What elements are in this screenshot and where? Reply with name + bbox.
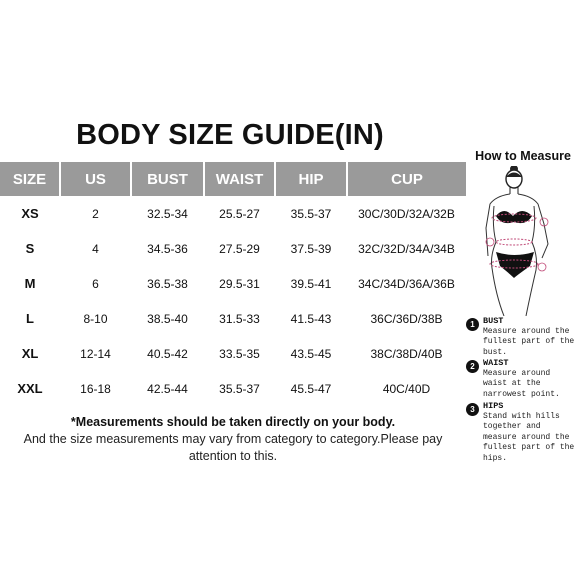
cell-cup: 40C/40D (382, 381, 431, 396)
measure-item-bust (466, 316, 578, 358)
measure-heading: HIPS (483, 401, 504, 411)
how-to-measure-title: How to Measure (475, 149, 571, 163)
cell-hip: 43.5-45 (290, 346, 332, 361)
header-waist: WAIST (204, 162, 275, 196)
body-figure-illustration (476, 166, 576, 316)
table-row (0, 196, 466, 231)
measure-description: Measure around waist at the narrowest point. (483, 368, 560, 399)
cell-bust: 42.5-44 (147, 381, 188, 396)
cell-size: XXL (17, 381, 43, 396)
cell-size: L (26, 311, 34, 326)
cell-bust: 32.5-34 (147, 206, 188, 221)
cell-cup: 30C/30D/32A/32B (358, 206, 455, 221)
cell-us: 6 (92, 276, 99, 291)
cell-bust: 34.5-36 (147, 241, 188, 256)
measure-item-hips (466, 401, 578, 464)
cell-size: S (25, 241, 35, 256)
cell-waist: 35.5-37 (219, 381, 260, 396)
table-header-row (0, 162, 466, 196)
measure-heading: BUST (483, 316, 504, 326)
table-row (0, 231, 466, 266)
number-badge: 2 (466, 360, 479, 373)
table-row (0, 301, 466, 336)
number-badge: 3 (466, 403, 479, 416)
cell-size: M (24, 276, 36, 291)
cell-us: 12-14 (80, 346, 111, 361)
cell-waist: 25.5-27 (219, 206, 260, 221)
cell-hip: 41.5-43 (290, 311, 332, 326)
note-bold: *Measurements should be taken directly on your body. (70, 415, 396, 429)
page-title: BODY SIZE GUIDE(IN) (76, 119, 384, 151)
note-text: And the size measurements may vary from category to category.Please pay attention to this. (23, 432, 443, 463)
cell-hip: 39.5-41 (290, 276, 332, 291)
cell-hip: 37.5-39 (290, 241, 332, 256)
cell-hip: 35.5-37 (290, 206, 332, 221)
measure-description: Stand with hills together and measure around the fullest part of the hips. (483, 411, 575, 463)
cell-waist: 29.5-31 (219, 276, 260, 291)
cell-us: 2 (92, 206, 99, 221)
header-hip: HIP (275, 162, 347, 196)
measure-heading: WAIST (483, 358, 509, 368)
cell-cup: 32C/32D/34A/34B (358, 241, 455, 256)
cell-waist: 31.5-33 (219, 311, 260, 326)
header-size: SIZE (0, 162, 60, 196)
table-row (0, 371, 466, 406)
measure-description: Measure around the fullest part of the bust. (483, 326, 575, 357)
cell-size: XL (21, 346, 39, 361)
cell-bust: 36.5-38 (147, 276, 188, 291)
cell-us: 4 (92, 241, 99, 256)
size-table (0, 162, 466, 406)
cell-cup: 36C/36D/38B (370, 311, 443, 326)
cell-cup: 38C/38D/40B (370, 346, 443, 361)
cell-bust: 40.5-42 (147, 346, 188, 361)
table-row (0, 266, 466, 301)
cell-size: XS (21, 206, 39, 221)
number-badge: 1 (466, 318, 479, 331)
measurement-note (0, 414, 466, 465)
header-cup: CUP (347, 162, 466, 196)
table-row (0, 336, 466, 371)
header-bust: BUST (131, 162, 204, 196)
cell-hip: 45.5-47 (290, 381, 332, 396)
cell-us: 8-10 (83, 311, 108, 326)
cell-waist: 27.5-29 (219, 241, 260, 256)
measure-item-waist (466, 358, 578, 400)
cell-us: 16-18 (80, 381, 111, 396)
cell-waist: 33.5-35 (219, 346, 260, 361)
cell-bust: 38.5-40 (147, 311, 188, 326)
header-us: US (60, 162, 131, 196)
cell-cup: 34C/34D/36A/36B (358, 276, 455, 291)
